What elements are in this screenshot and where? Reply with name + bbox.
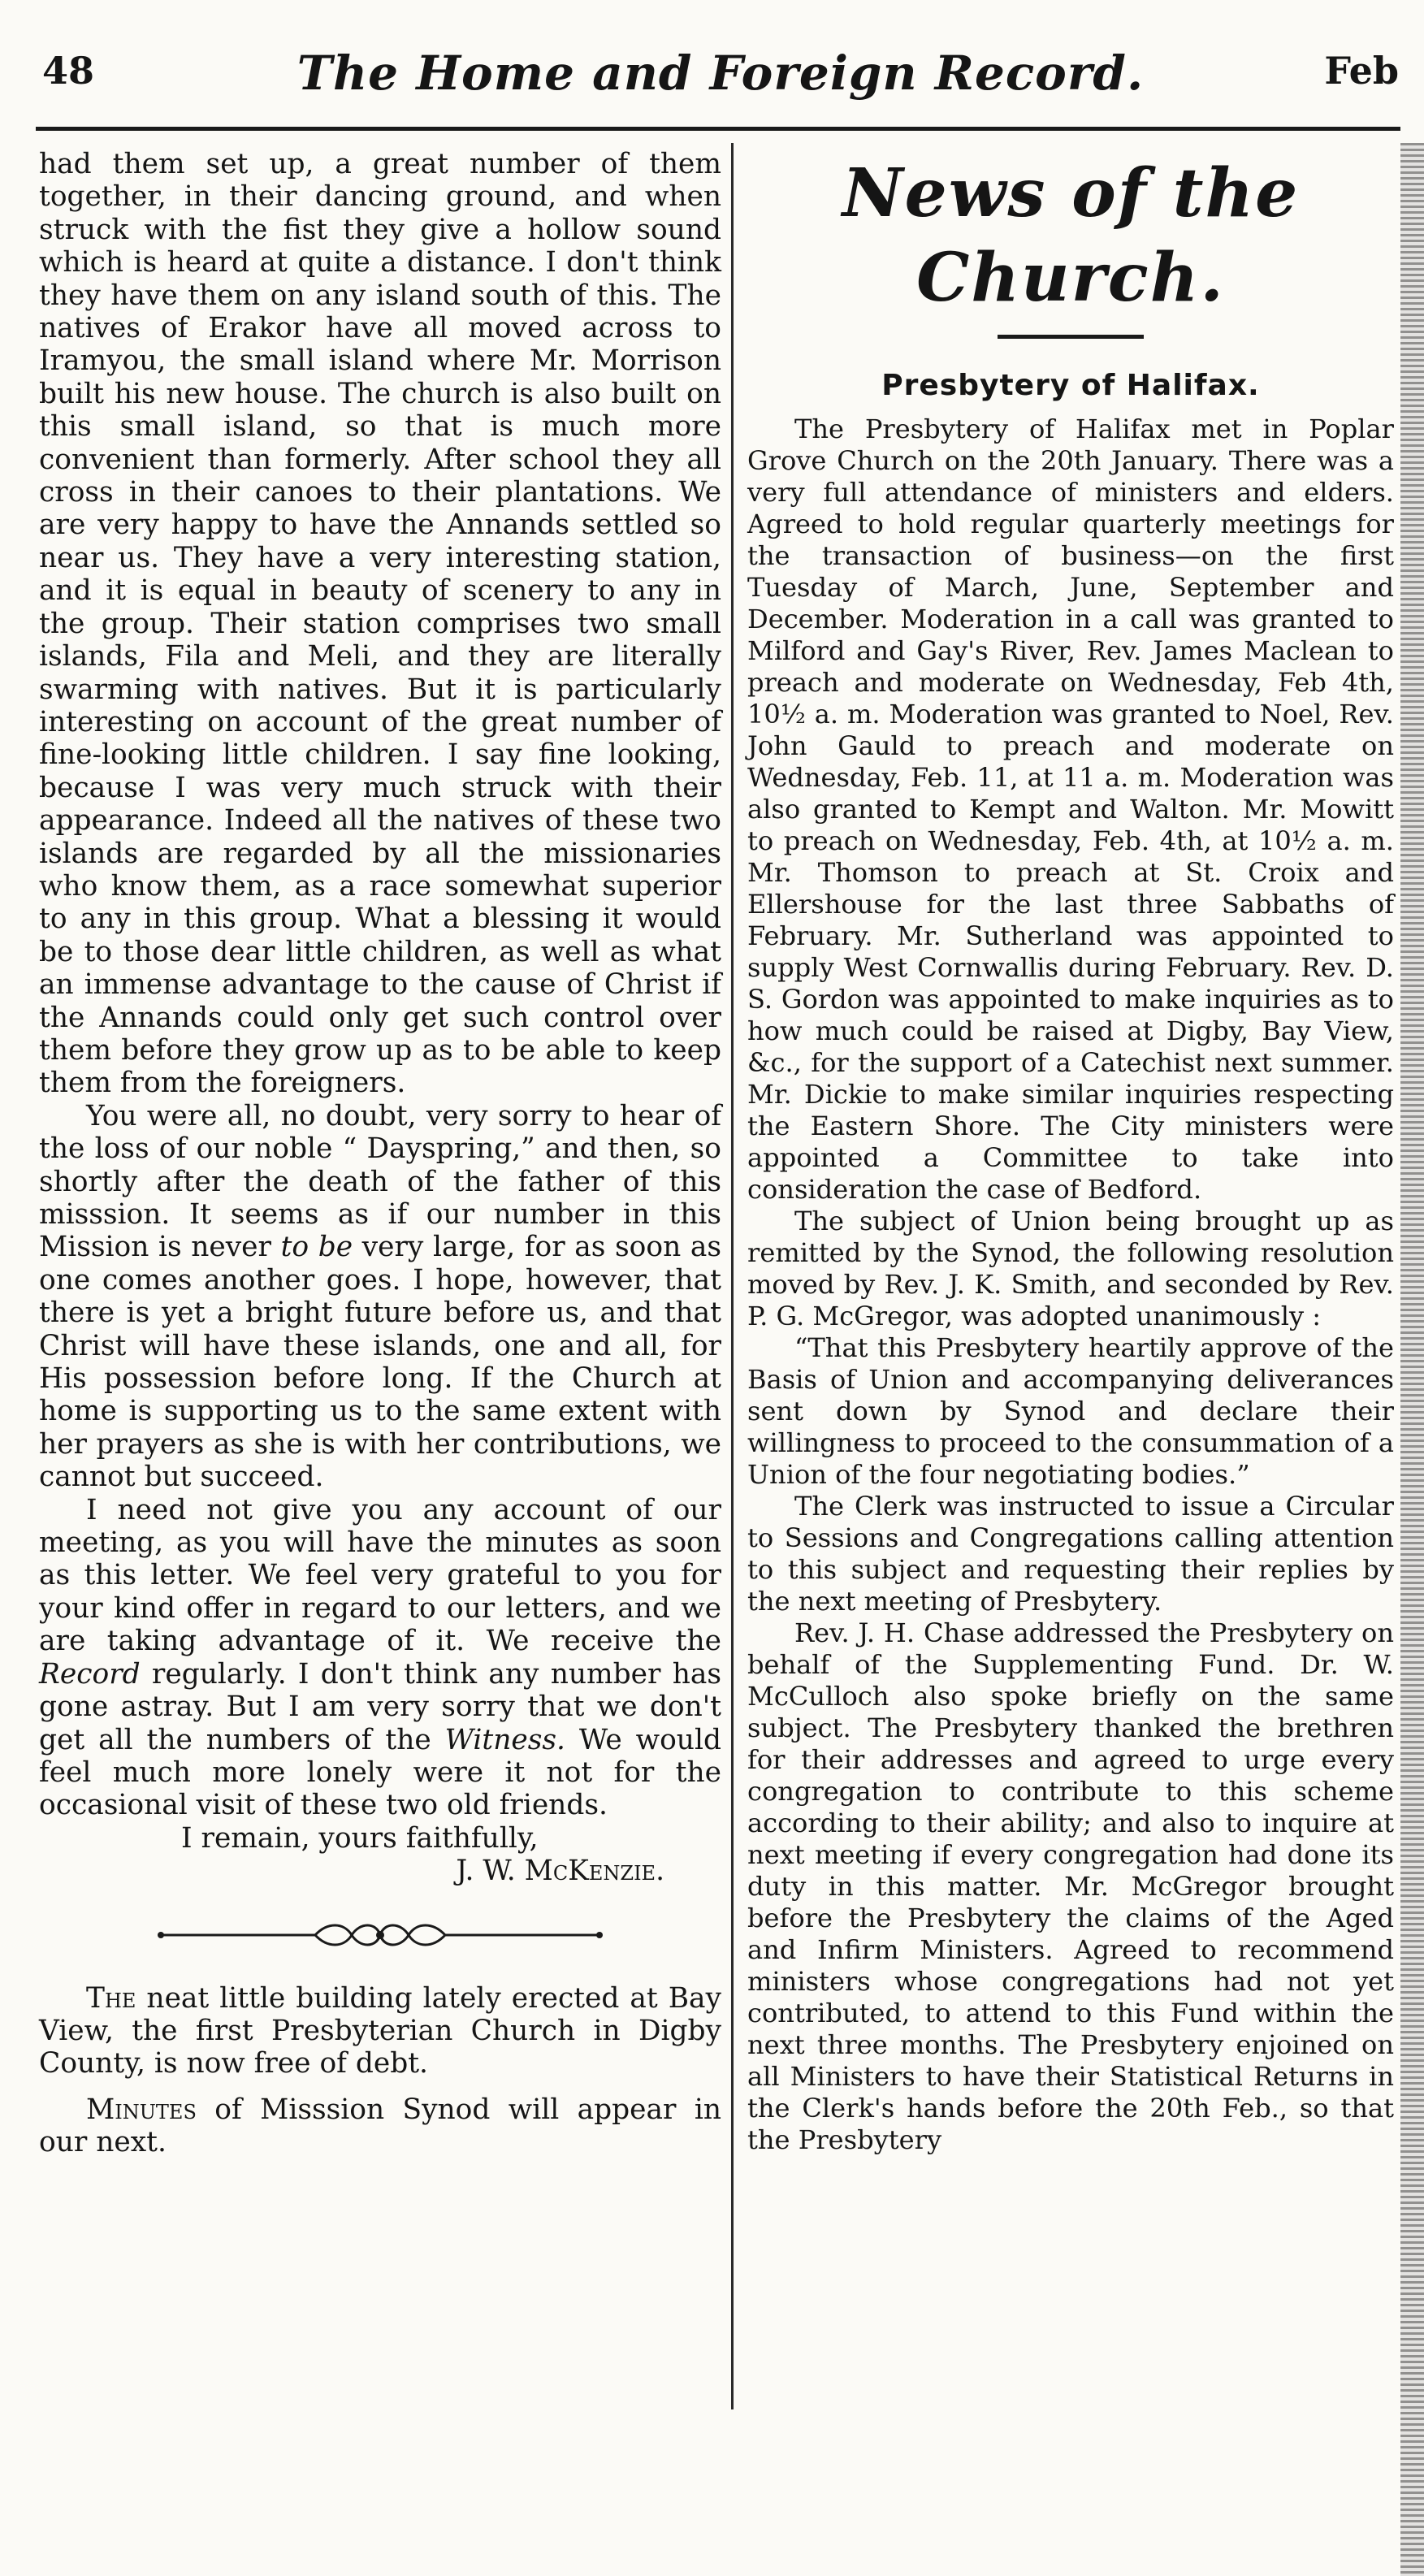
letter-closing: I remain, yours faithfully, (181, 1821, 539, 1855)
letter-paragraph-1: had them set up, a great number of them together, in their dancing ground, and when struck with the fist they give a hollow sound which is heard at quite a distance. I don't think they have them on any island south of this. The natives of Erakor have all moved across to Iramyou, the small island where Mr. Morrison built his new house. The church is also built on this small island, so that is much more convenient than formerly. After school they all cross in their canoes to their plantations. We are very happy to have the Annands settled so near us. They have a very interesting station, and it is equal in beauty of scenery to any in the group. Their station comprises two small islands, Fila and Meli, and they are literally swarming with natives. But it is particularly interesting on account of the great number of fine-looking little children. I say fine looking, because I was very much struck with their appearance. Indeed all the natives of these two islands are regarded by all the missionaries who know them, as a race somewhat superior to any in this group. What a blessing it would be to those dear little children, as well as what an immense advantage to the cause of Christ if the Annands could only get such control over them before they grow up as to be able to keep them from the foreigners. (39, 148, 721, 1100)
text-run: You were all, no doubt, very sorry to hear of the loss of our noble “ Dayspring,” and then, so shortly after the death of the father of this misssion. It seems as if our number in this Mission is never (39, 1099, 721, 1264)
resolution-quote: “That this Presbytery heartily approve of the Basis of Union and accompanying deliverances sent down by Synod and declare their willingness to proceed to the consummation of a Union of the four negotiating bodies.” (747, 1332, 1394, 1490)
text-run: I need not give you any account of our meeting, as you will have the minutes as soon as this letter. We feel very grateful to you for your kind offer in regard to our letters, and we are taking advantage of it. We receive the (39, 1493, 721, 1658)
lead-word: The (86, 1981, 136, 2015)
page-edge (1400, 143, 1424, 2576)
lead-word: Minutes (86, 2093, 197, 2126)
ornament-divider-icon (153, 1919, 608, 1951)
text-run: We would feel much more lonely were it not for the occasional visit of these two old friends. (39, 1723, 721, 1822)
column-divider (731, 143, 734, 2409)
right-column (747, 148, 1394, 2156)
header-month: Feb (1324, 49, 1399, 93)
notice-bay-view (39, 1982, 721, 2080)
text-run: of Misssion Synod will appear in our next. (39, 2093, 721, 2159)
letter-signature: J. W. McKenzie. (456, 1855, 664, 1888)
notice-minutes (39, 2093, 721, 2159)
article-paragraph-1: The Presbytery of Halifax met in Poplar Grove Church on the 20th January. There was a very full attendance of ministers and elders. Agreed to hold regular quarterly meetings for the transaction of business—on the first Tuesday of March, June, September and December. Moderation in a call was granted to Milford and Gay's River, Rev. James Maclean to preach and moderate on Wednesday, Feb 4th, 10½ a. m. Moderation was granted to Noel, Rev. John Gauld to preach and moderate on Wednesday, Feb. 11, at 11 a. m. Moderation was also granted to Kempt and Walton. Mr. Mowitt to preach on Wednesday, Feb. 4th, at 10½ a. m. Mr. Thomson to preach at St. Croix and Ellershouse for the last three Sabbaths of February. Mr. Sutherland was appointed to supply West Cornwallis during February. Rev. D. S. Gordon was appointed to make inquiries as to how much could be raised at Digby, Bay View, &c., for the support of a Catechist next summer. Mr. Dickie to make similar inquiries respecting the Eastern Shore. The City ministers were appointed a Committee to take into consideration the case of Bedford. (747, 413, 1394, 1205)
article-heading: Presbytery of Halifax. (881, 369, 1260, 402)
article-paragraph-4: Rev. J. H. Chase addressed the Presbytery on behalf of the Supplementing Fund. Dr. W. McCulloch also spoke briefly on the same subject. The Presbytery thanked the brethren for their addresses and agreed to urge every congregation to contribute to this scheme according to their ability; and also to inquire at next meeting if every congregation had done its duty in this matter. Mr. McGregor brought before the Presbytery the claims of the Aged and Infirm Ministers. Agreed to recommend ministers whose congregations had not yet contributed, to attend to this Fund within the next three months. The Presbytery enjoined on all Ministers to have their Statistical Returns in the Clerk's hands before the 20th Feb., so that the Presbytery (747, 1617, 1394, 2155)
left-column (39, 148, 721, 2159)
page-number: 48 (42, 49, 95, 93)
publication-title: The Home and Foreign Record. (296, 45, 1145, 101)
article-paragraph-3: The Clerk was instructed to issue a Circular to Sessions and Congregations calling attention to this subject and requesting their replies by the next meeting of Presbytery. (747, 1491, 1394, 1617)
text-run: regularly. I don't think any number has gone astray. But I am very sorry that we don't get all the numbers of the (39, 1657, 721, 1756)
header-rule (36, 127, 1400, 131)
text-run: neat little building lately erected at Bay View, the first Presbyterian Church in Digby County, is now free of debt. (39, 1981, 721, 2080)
title-rule (998, 335, 1144, 339)
article-paragraph-2: The subject of Union being brought up as remitted by the Synod, the following resolution moved by Rev. J. K. Smith, and seconded by Rev. P. G. McGregor, was adopted unanimously : (747, 1206, 1394, 1331)
running-header (42, 45, 1399, 119)
emphasis: to be (280, 1231, 353, 1264)
letter-paragraph-3 (39, 1494, 721, 1822)
emphasis: Record (39, 1657, 141, 1691)
letter-paragraph-2 (39, 1100, 721, 1494)
text-run: very large, for as soon as one comes another goes. I hope, however, that there is yet a bright future before us, and that Christ will have these islands, one and all, for His possession before long. If the Church at home is supporting us to the same extent with her prayers as she is with her contributions, we cannot but succeed. (39, 1231, 722, 1494)
emphasis: Witness. (444, 1723, 565, 1756)
section-title: News of the Church. (842, 154, 1300, 317)
